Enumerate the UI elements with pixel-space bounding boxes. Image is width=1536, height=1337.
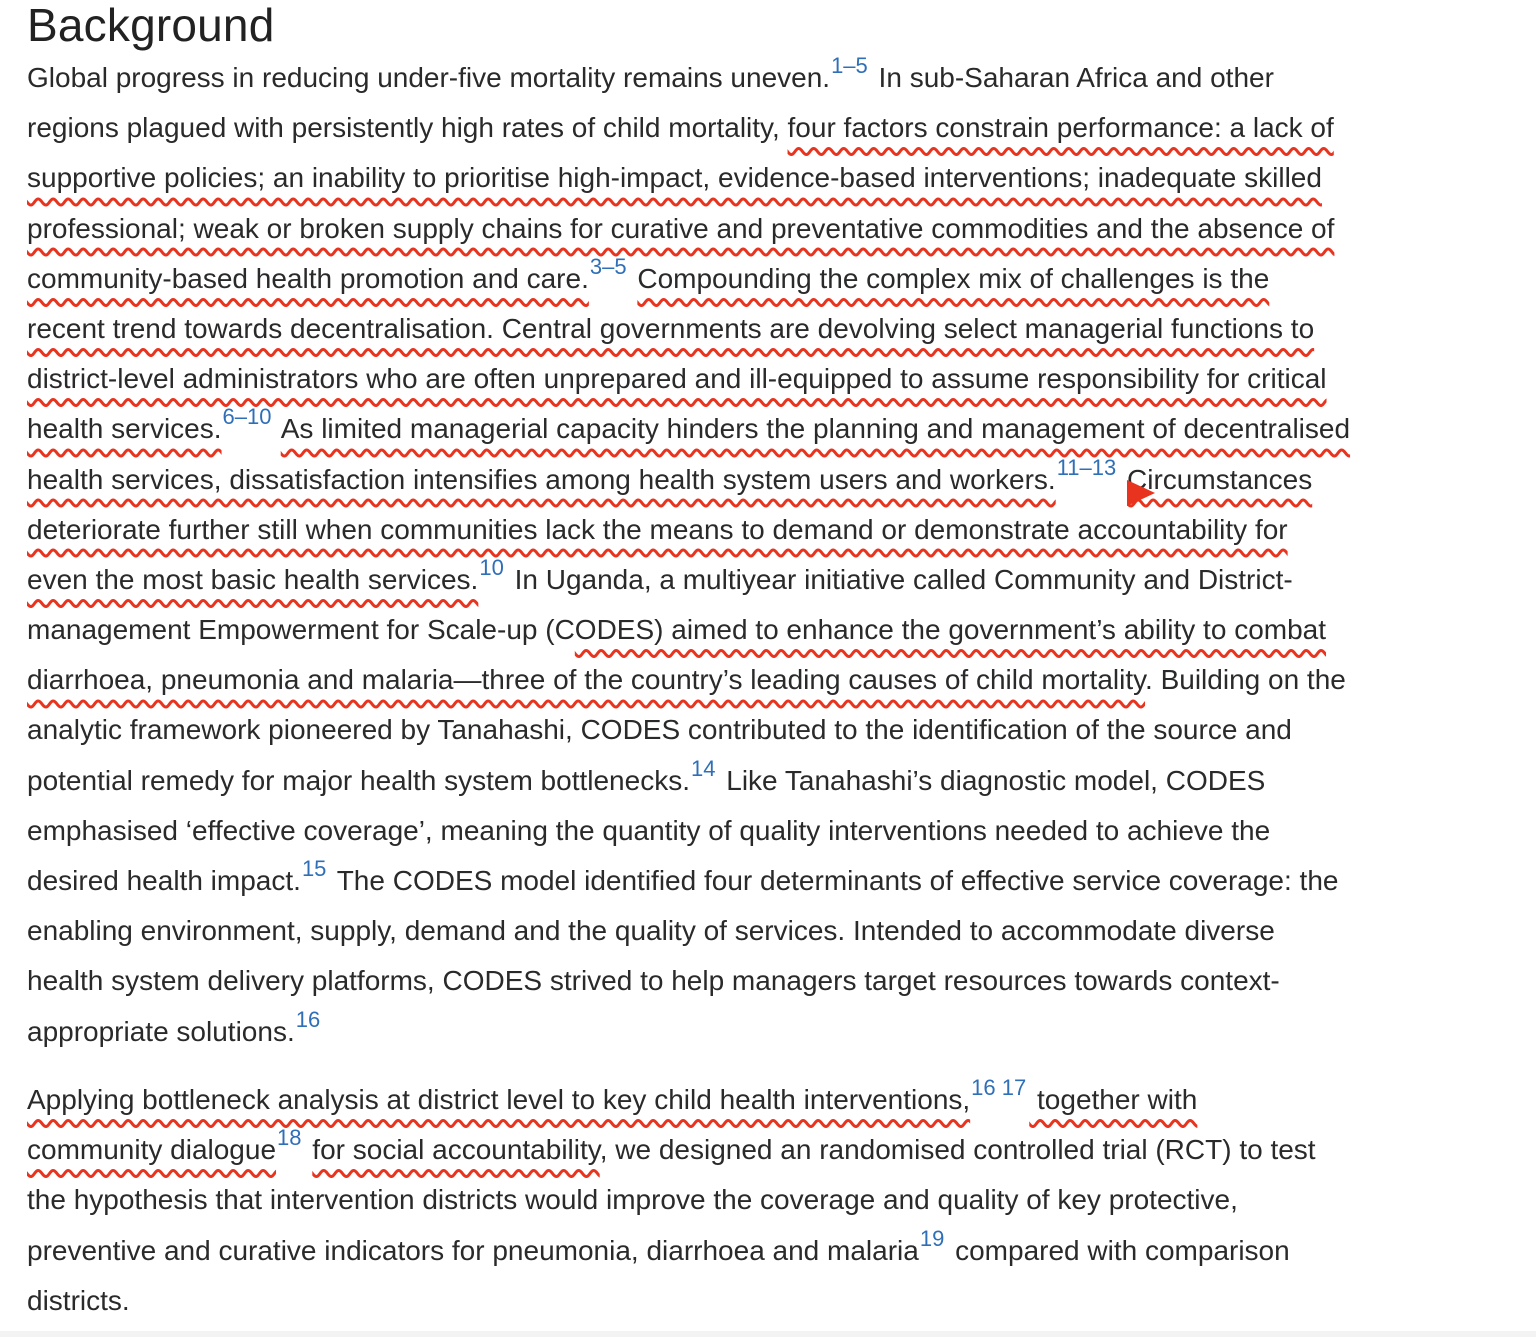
page-bottom-edge bbox=[0, 1331, 1536, 1337]
text-span: health system delivery platforms, CODES strived to help managers target resources towards context- bbox=[27, 965, 1280, 997]
text-line bbox=[27, 856, 1517, 906]
underlined-text: deteriorate further still when communities lack the means to demand or demonstrate accountability for bbox=[27, 513, 1288, 545]
underlined-text: diarrhoea, pneumonia and malaria—three of the country’s leading causes of child mortality bbox=[27, 664, 1146, 696]
text-line bbox=[27, 705, 1517, 755]
underlined-text: Circumstances bbox=[1127, 463, 1313, 495]
reference-link[interactable]: 3–5 bbox=[589, 253, 627, 279]
reference-link[interactable]: 16 bbox=[295, 1006, 321, 1032]
text-line bbox=[27, 304, 1517, 354]
text-line bbox=[27, 605, 1517, 655]
underlined-text: ODES) aimed to enhance the government’s ability to combat bbox=[574, 614, 1327, 646]
text-span: emphasised ‘effective coverage’, meaning the quantity of quality interventions needed to achieve the bbox=[27, 814, 1271, 846]
underlined-text: Applying bottleneck analysis at district level to key child health interventions, bbox=[27, 1084, 971, 1115]
text-line bbox=[27, 354, 1517, 404]
text-span: Like Tanahashi’s diagnostic model, CODES bbox=[718, 764, 1266, 796]
text-line bbox=[27, 254, 1517, 304]
underlined-text: even the most basic health services. bbox=[27, 563, 479, 595]
reference-link[interactable]: 11–13 bbox=[1056, 454, 1117, 480]
text-line bbox=[27, 505, 1517, 555]
text-line bbox=[27, 53, 1517, 103]
text-span: The CODES model identified four determinants of effective service coverage: the bbox=[329, 865, 1339, 896]
underlined-text: four factors constrain performance: a lack of bbox=[787, 112, 1334, 144]
text-span: , we designed an randomised controlled trial (RCT) to test bbox=[599, 1134, 1316, 1166]
text-span: compared with comparison bbox=[947, 1234, 1290, 1266]
reference-link[interactable]: 1–5 bbox=[831, 53, 868, 78]
text-span: regions plagued with persistently high rates of child mortality, bbox=[27, 112, 788, 144]
reference-link[interactable]: 18 bbox=[277, 1125, 302, 1151]
text-line bbox=[27, 756, 1517, 806]
underlined-text: health services. bbox=[27, 413, 222, 445]
underlined-text: community-based health promotion and care. bbox=[27, 262, 589, 294]
text-line bbox=[27, 404, 1517, 454]
section-heading: Background bbox=[27, 0, 275, 51]
underlined-text: community dialogue bbox=[27, 1134, 277, 1166]
underlined-text: professional; weak or broken supply chains for curative and preventative commodities and the absence of bbox=[27, 212, 1335, 244]
underlined-text: supportive policies; an inability to prioritise high-impact, evidence-based interventions; inadequate skilled bbox=[27, 162, 1322, 194]
text-span: In Uganda, a multiyear initiative called Community and District- bbox=[506, 563, 1293, 595]
text-span: appropriate solutions. bbox=[27, 1015, 295, 1047]
underlined-text: As limited managerial capacity hinders the planning and management of decentralised bbox=[280, 413, 1351, 445]
text-span: Global progress in reducing under-five mortality remains uneven. bbox=[27, 62, 831, 93]
text-line bbox=[27, 655, 1517, 705]
reference-link[interactable]: 19 bbox=[919, 1225, 945, 1251]
text-line bbox=[27, 906, 1517, 956]
text-span: potential remedy for major health system bottlenecks. bbox=[27, 764, 690, 796]
reference-link[interactable]: 14 bbox=[690, 755, 716, 781]
underlined-text: recent trend towards decentralisation. Central governments are devolving select managerial functions to bbox=[27, 312, 1315, 344]
text-span: preventive and curative indicators for pneumonia, diarrhoea and malaria bbox=[27, 1234, 919, 1266]
reference-link[interactable]: 15 bbox=[301, 856, 327, 881]
text-span: districts. bbox=[27, 1284, 130, 1316]
text-line bbox=[27, 1007, 1517, 1057]
reference-link[interactable]: 10 bbox=[479, 554, 504, 580]
text-line bbox=[27, 455, 1517, 505]
text-span: analytic framework pioneered by Tanahashi, CODES contributed to the identification of the source and bbox=[27, 714, 1292, 746]
reference-link[interactable]: 6–10 bbox=[222, 404, 272, 430]
text-line bbox=[27, 555, 1517, 605]
text-line bbox=[27, 1276, 1517, 1326]
underlined-text: together with bbox=[1029, 1084, 1198, 1115]
paragraph-2 bbox=[27, 1075, 1517, 1326]
text-line bbox=[27, 956, 1517, 1006]
text-span: . Building on the bbox=[1145, 664, 1346, 696]
underlined-text: Compounding the complex mix of challenges is the bbox=[637, 262, 1270, 294]
text-line bbox=[27, 1175, 1517, 1225]
underlined-text: for social accountability bbox=[312, 1134, 600, 1166]
annotation-arrow-icon bbox=[1127, 480, 1155, 506]
text-span: desired health impact. bbox=[27, 865, 301, 896]
underlined-text: district-level administrators who are often unprepared and ill-equipped to assume responsibility for critical bbox=[27, 363, 1327, 395]
text-span: enabling environment, supply, demand and the quality of services. Intended to accommodate diverse bbox=[27, 915, 1275, 947]
text-span bbox=[1119, 464, 1127, 495]
text-line bbox=[27, 204, 1517, 254]
text-line bbox=[27, 1226, 1517, 1276]
text-span: the hypothesis that intervention districts would improve the coverage and quality of key protective, bbox=[27, 1184, 1238, 1216]
text-span: In sub-Saharan Africa and other bbox=[870, 62, 1274, 93]
text-span: management Empowerment for Scale-up (C bbox=[27, 614, 575, 646]
underlined-text: health services, dissatisfaction intensifies among health system users and workers. bbox=[27, 463, 1056, 495]
text-line bbox=[27, 806, 1517, 856]
reference-link[interactable]: 16 17 bbox=[971, 1075, 1027, 1100]
text-line bbox=[27, 1125, 1517, 1175]
text-line bbox=[27, 153, 1517, 203]
text-line bbox=[27, 1075, 1517, 1125]
paragraph-1 bbox=[27, 53, 1517, 1057]
text-line bbox=[27, 103, 1517, 153]
